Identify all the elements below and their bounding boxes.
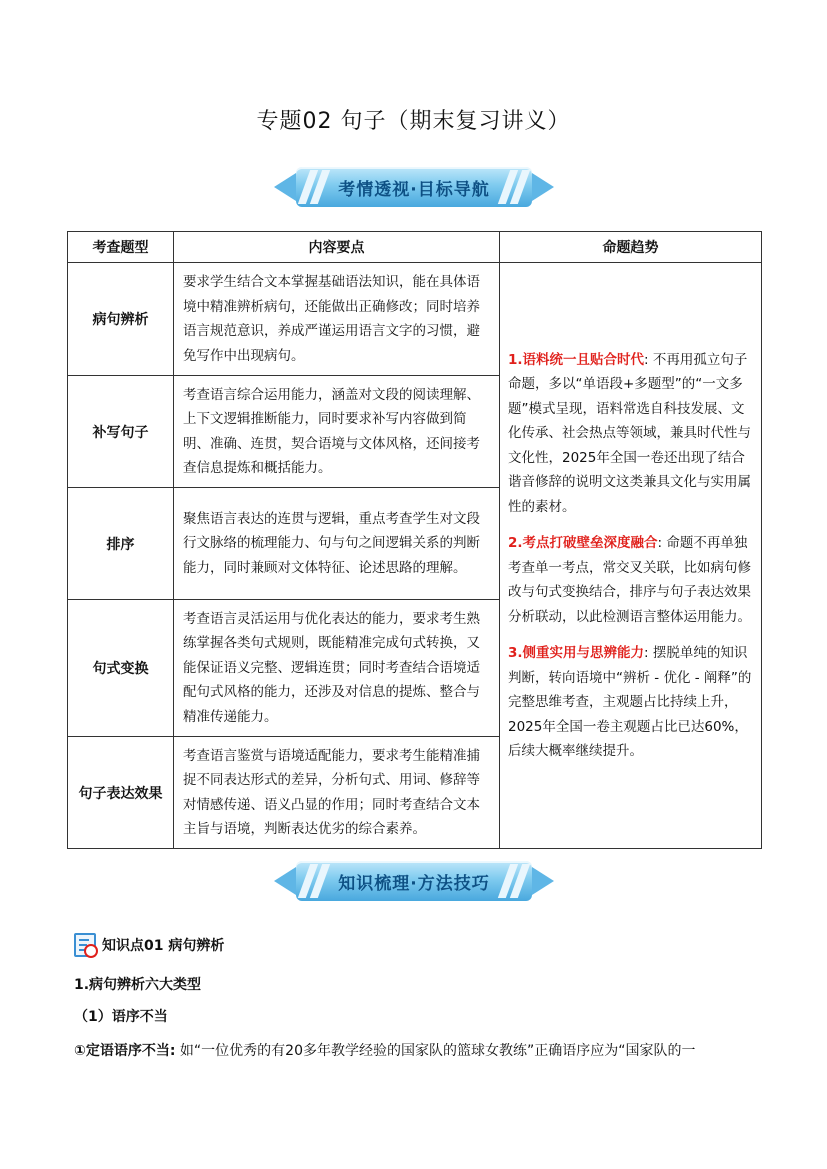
row-type: 补写句子 [68, 376, 174, 488]
row-points: 要求学生结合文本掌握基础语法知识，能在具体语境中精准辨析病句，还能做出正确修改；同时培养语言规范意识，养成严谨运用语言文字的习惯，避免写作中出现病句。 [174, 263, 500, 376]
header-points: 内容要点 [174, 232, 500, 263]
row-points: 考查语言鉴赏与语境适配能力，要求考生能精准捕捉不同表达形式的差异，分析句式、用词、修辞等对情感传递、语义凸显的作用；同时考查结合文本主旨与语境，判断表达优劣的综合素养。 [174, 737, 500, 849]
item-label: ①定语语序不当: [74, 1043, 176, 1059]
header-trend: 命题趋势 [500, 232, 762, 263]
body-text [74, 1040, 764, 1060]
trend-item: 3.侧重实用与思辨能力: 摆脱单纯的知识判断，转向语境中“辨析 - 优化 - 阐释”的完整思维考查，主观题占比持续上升，2025年全国一卷主观题占比已达60%，后续大概率继续提升。 [508, 645, 752, 759]
banner-label: 知识梳理·方法技巧 [338, 874, 490, 894]
exam-table [67, 231, 762, 849]
section-heading: 1.病句辨析六大类型 [74, 977, 202, 993]
subsection-heading: （1）语序不当 [74, 1009, 168, 1025]
banner-label: 考情透视·目标导航 [338, 180, 490, 200]
trend-item: 1.语料统一且贴合时代: 不再用孤立句子命题，多以“单语段+多题型”的“一文多题”模式呈现，语料常选自科技发展、文化传承、社会热点等领域，兼具时代性与文化性，2025年全国一卷还出现了结合谐音修辞的说明文这类兼具文化与实用属性的素材。 [508, 351, 751, 515]
trend-item: 2.考点打破壁垒深度融合: 命题不再单独考查单一考点，常交叉关联，比如病句修改与句式变换结合，排序与句子表达效果分析联动，以此检测语言整体运用能力。 [508, 535, 751, 625]
table-header-row [68, 232, 762, 263]
header-type: 考查题型 [68, 232, 174, 263]
row-points: 聚焦语言表达的连贯与逻辑，重点考查学生对文段行文脉络的梳理能力、句与句之间逻辑关系的判断能力，同时兼顾对文体特征、论述思路的理解。 [174, 488, 500, 600]
row-points: 考查语言灵活运用与优化表达的能力，要求考生熟练掌握各类句式规则，既能精准完成句式转换，又能保证语义完整、逻辑连贯；同时考查结合语境适配句式风格的能力，还涉及对信息的提炼、整合与精准传递能力。 [174, 600, 500, 737]
exam-overview-banner [274, 164, 554, 210]
row-points: 考查语言综合运用能力，涵盖对文段的阅读理解、上下文逻辑推断能力，同时要求补写内容做到简明、准确、连贯，契合语境与文体风格，还间接考查信息提炼和概括能力。 [174, 376, 500, 488]
trend-cell [500, 263, 762, 849]
row-type: 句子表达效果 [68, 737, 174, 849]
item-text: 如“一位优秀的有20多年教学经验的国家队的篮球女教练”正确语序应为“国家队的一 [175, 1043, 696, 1059]
row-type: 句式变换 [68, 600, 174, 737]
knowledge-point-title: 知识点01 病句辨析 [102, 938, 225, 954]
knowledge-point-heading [74, 932, 224, 958]
magnifier-document-icon [74, 933, 96, 957]
page-title: 专题02 句子（期末复习讲义） [256, 109, 571, 134]
row-type: 排序 [68, 488, 174, 600]
knowledge-banner [274, 858, 554, 904]
row-type: 病句辨析 [68, 263, 174, 376]
table-row [68, 263, 762, 376]
